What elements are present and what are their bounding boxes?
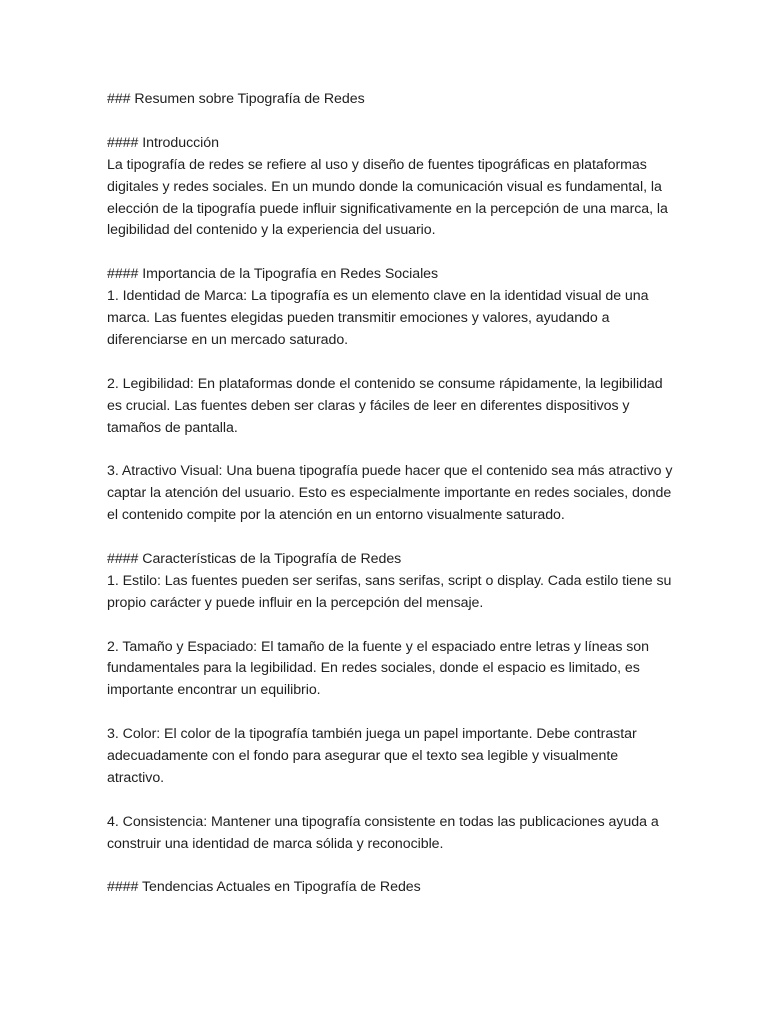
list-item: 3. Atractivo Visual: Una buena tipografía puede hacer que el contenido sea más atractivo y captar la atención del usuario. Esto es especialmente importante en redes sociales, donde el contenido compite por la atención en un entorno visualmente saturado. — [107, 463, 673, 524]
section-heading: #### Importancia de la Tipografía en Redes Sociales — [107, 266, 439, 283]
document-title: ### Resumen sobre Tipografía de Redes — [107, 91, 365, 107]
list-item: 1. Estilo: Las fuentes pueden ser serifas, sans serifas, script o display. Cada estilo tiene su propio carácter y puede influir en la percepción del mensaje. — [107, 572, 672, 611]
section-tendencias — [107, 877, 675, 899]
section-heading: #### Tendencias Actuales en Tipografía de Redes — [107, 879, 421, 896]
list-item: 1. Identidad de Marca: La tipografía es un elemento clave en la identidad visual de una marca. Las fuentes elegidas pueden transmitir emociones y valores, ayudando a diferenciarse en un mercado saturado. — [107, 288, 649, 348]
section-introduccion — [107, 133, 675, 243]
list-item: 3. Color: El color de la tipografía también juega un papel importante. Debe contrastar adecuadamente con el fondo para asegurar que el texto sea legible y visualmente atractivo. — [107, 726, 637, 786]
section-heading: #### Características de la Tipografía de Redes — [107, 550, 402, 567]
list-item: 2. Legibilidad: En plataformas donde el contenido se consume rápidamente, la legibilidad es crucial. Las fuentes deben ser claras y fáciles de leer en diferentes dispositivos y tamaños de pantalla. — [107, 375, 663, 436]
document-page — [107, 89, 675, 921]
paragraph: La tipografía de redes se refiere al uso y diseño de fuentes tipográficas en plataformas digitales y redes sociales. En un mundo donde la comunicación visual es fundamental, la elección de la tipografía puede influir significativamente en la percepción de una marca, la legibilidad del contenido y la experiencia del usuario. — [107, 156, 668, 239]
list-item: 2. Tamaño y Espaciado: El tamaño de la fuente y el espaciado entre letras y líneas son fundamentales para la legibilidad. En redes sociales, donde el espacio es limitado, es importante encontrar un equilibrio. — [107, 638, 649, 699]
section-heading: #### Introducción — [107, 134, 219, 151]
section-caracteristicas — [107, 549, 675, 856]
section-importancia — [107, 264, 675, 527]
list-item: 4. Consistencia: Mantener una tipografía consistente en todas las publicaciones ayuda a construir una identidad de marca sólida y reconocible. — [107, 813, 659, 852]
